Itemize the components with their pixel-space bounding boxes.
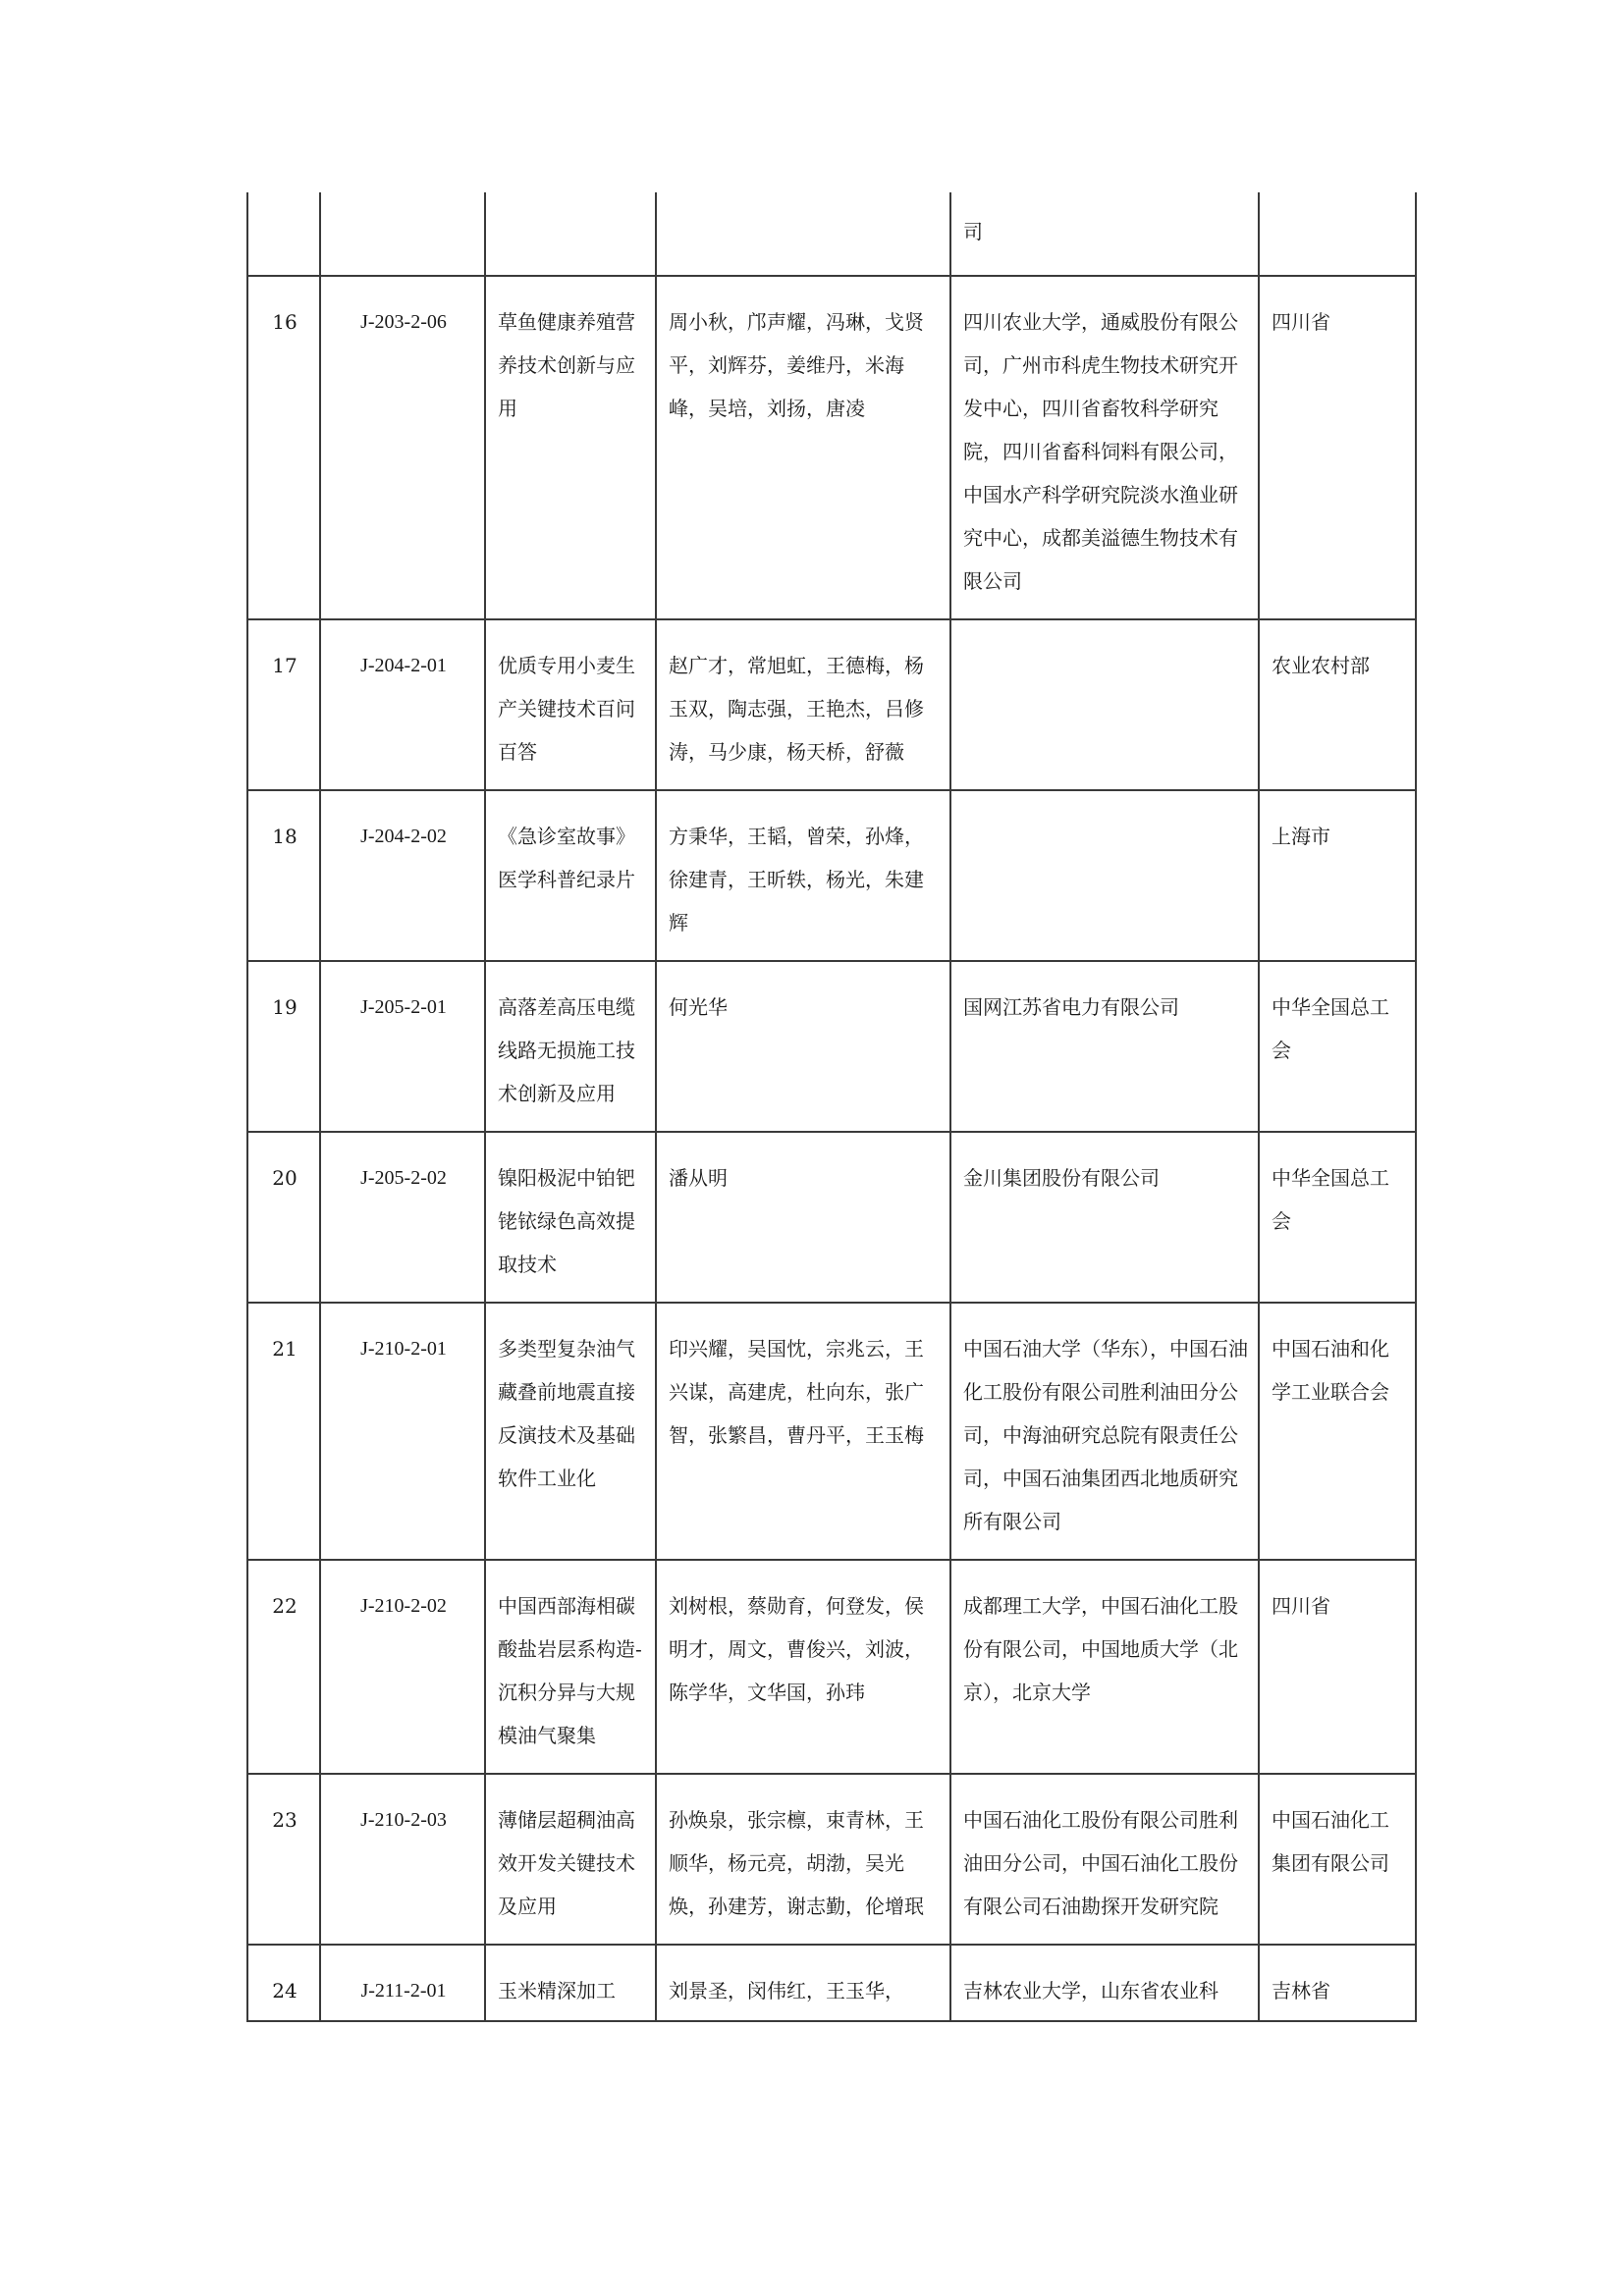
- project-recommender: 中华全国总工会: [1259, 961, 1416, 1132]
- project-units: 司: [950, 192, 1259, 276]
- project-recommender: 上海市: [1259, 790, 1416, 961]
- project-units: 吉林农业大学，山东省农业科: [950, 1945, 1259, 2021]
- project-units: 四川农业大学，通威股份有限公司，广州市科虎生物技术研究开发中心，四川省畜牧科学研究院，四川省畜科饲料有限公司，中国水产科学研究院淡水渔业研究中心，成都美溢德生物技术有限公司: [950, 276, 1259, 619]
- project-recommender: 四川省: [1259, 1560, 1416, 1774]
- project-recommender: 中华全国总工会: [1259, 1132, 1416, 1303]
- table-row: [247, 1774, 1416, 1945]
- table-row: [247, 276, 1416, 619]
- project-code: J-203-2-06: [320, 276, 485, 619]
- project-recommender: 农业农村部: [1259, 619, 1416, 790]
- project-people: 周小秋，邝声耀，冯琳，戈贤平，刘辉芬，姜维丹，米海峰，吴培，刘扬，唐凌: [656, 276, 950, 619]
- project-code: J-211-2-01: [320, 1945, 485, 2021]
- project-units: 中国石油化工股份有限公司胜利油田分公司，中国石油化工股份有限公司石油勘探开发研究院: [950, 1774, 1259, 1945]
- project-units: [950, 619, 1259, 790]
- project-recommender: [1259, 192, 1416, 276]
- project-code: J-204-2-01: [320, 619, 485, 790]
- award-table: [246, 192, 1417, 2022]
- project-code: J-204-2-02: [320, 790, 485, 961]
- row-number: [247, 192, 320, 276]
- project-title: 镍阳极泥中铂钯铑铱绿色高效提取技术: [485, 1132, 656, 1303]
- project-code: J-210-2-02: [320, 1560, 485, 1774]
- project-title: [485, 192, 656, 276]
- project-code: J-210-2-03: [320, 1774, 485, 1945]
- project-people: 方秉华，王韬，曾荣，孙烽，徐建青，王昕轶，杨光，朱建辉: [656, 790, 950, 961]
- table-row: [247, 619, 1416, 790]
- project-units: 金川集团股份有限公司: [950, 1132, 1259, 1303]
- project-units: 国网江苏省电力有限公司: [950, 961, 1259, 1132]
- project-people: 赵广才，常旭虹，王德梅，杨玉双，陶志强，王艳杰，吕修涛，马少康，杨天桥，舒薇: [656, 619, 950, 790]
- row-number: 22: [247, 1560, 320, 1774]
- project-code: J-205-2-01: [320, 961, 485, 1132]
- row-number: 17: [247, 619, 320, 790]
- table-row: [247, 1303, 1416, 1560]
- table-row: [247, 1560, 1416, 1774]
- project-title: 《急诊室故事》医学科普纪录片: [485, 790, 656, 961]
- row-number: 16: [247, 276, 320, 619]
- project-title: 中国西部海相碳酸盐岩层系构造-沉积分异与大规模油气聚集: [485, 1560, 656, 1774]
- project-title: 草鱼健康养殖营养技术创新与应用: [485, 276, 656, 619]
- project-units: 中国石油大学（华东），中国石油化工股份有限公司胜利油田分公司，中海油研究总院有限责任公司，中国石油集团西北地质研究所有限公司: [950, 1303, 1259, 1560]
- project-people: 刘景圣，闵伟红，王玉华，: [656, 1945, 950, 2021]
- row-number: 21: [247, 1303, 320, 1560]
- project-people: 刘树根，蔡勋育，何登发，侯明才，周文，曹俊兴，刘波，陈学华，文华国，孙玮: [656, 1560, 950, 1774]
- project-people: 孙焕泉，张宗檩，束青林，王顺华，杨元亮，胡渤，吴光焕，孙建芳，谢志勤，伦增珉: [656, 1774, 950, 1945]
- project-people: 潘从明: [656, 1132, 950, 1303]
- row-number: 20: [247, 1132, 320, 1303]
- project-recommender: 四川省: [1259, 276, 1416, 619]
- project-recommender: 中国石油化工集团有限公司: [1259, 1774, 1416, 1945]
- project-code: J-210-2-01: [320, 1303, 485, 1560]
- project-title: 玉米精深加工: [485, 1945, 656, 2021]
- project-title: 优质专用小麦生产关键技术百问百答: [485, 619, 656, 790]
- project-people: 印兴耀，吴国忱，宗兆云，王兴谋，高建虎，杜向东，张广智，张繁昌，曹丹平，王玉梅: [656, 1303, 950, 1560]
- project-people: 何光华: [656, 961, 950, 1132]
- project-recommender: 吉林省: [1259, 1945, 1416, 2021]
- project-units: 成都理工大学，中国石油化工股份有限公司，中国地质大学（北京），北京大学: [950, 1560, 1259, 1774]
- project-units: [950, 790, 1259, 961]
- table-row: [247, 961, 1416, 1132]
- table-row: [247, 790, 1416, 961]
- project-code: J-205-2-02: [320, 1132, 485, 1303]
- row-number: 24: [247, 1945, 320, 2021]
- project-recommender: 中国石油和化学工业联合会: [1259, 1303, 1416, 1560]
- row-number: 19: [247, 961, 320, 1132]
- project-title: 多类型复杂油气藏叠前地震直接反演技术及基础软件工业化: [485, 1303, 656, 1560]
- table-row: [247, 1132, 1416, 1303]
- table-row: [247, 1945, 1416, 2021]
- project-title: 高落差高压电缆线路无损施工技术创新及应用: [485, 961, 656, 1132]
- project-title: 薄储层超稠油高效开发关键技术及应用: [485, 1774, 656, 1945]
- row-number: 23: [247, 1774, 320, 1945]
- project-code: [320, 192, 485, 276]
- project-people: [656, 192, 950, 276]
- row-number: 18: [247, 790, 320, 961]
- table-row: [247, 192, 1416, 276]
